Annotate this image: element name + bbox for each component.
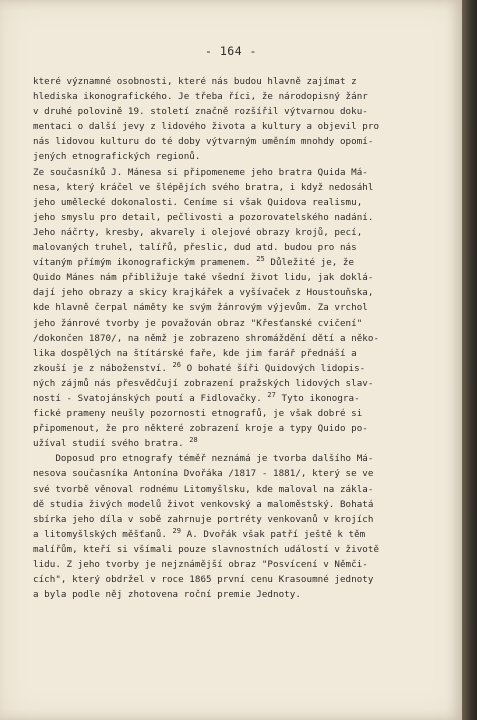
footnote-marker: 28: [189, 436, 198, 445]
text-segment: Důležité je, že: [264, 257, 355, 269]
text-line: [33, 361, 453, 376]
text-line: [33, 255, 453, 270]
text-segment: Tyto ikonogra-: [275, 392, 360, 404]
page-number: - 164 -: [205, 44, 257, 58]
text-line: dají jeho obrazy a skicy krajkářek a vyšívaček z Houstouňska,: [33, 287, 374, 299]
text-line: [33, 391, 453, 406]
text-line: jeho smyslu pro detail, pečlivosti a pozorovatelského nadání.: [33, 211, 374, 223]
text-line: lika dospělých na štítárské faře, kde jim farář přednáší a: [33, 347, 357, 359]
text-line: kde hlavně čerpal náměty ke svým žánrovým výjevům. Za vrchol: [33, 302, 368, 314]
text-line: Doposud pro etnografy téměř neznámá je tvorba dalšího Má-: [33, 453, 374, 465]
text-line: Ze současníků J. Mánesa si připomeneme jeho bratra Quida Má-: [33, 166, 368, 178]
text-line: nesova současníka Antonína Dvořáka /1817 - 1881/, který se ve: [33, 468, 374, 480]
text-line: fické prameny neušly pozornosti etnografů, je však dobré si: [33, 408, 363, 420]
text-line: cích", který obdržel v roce 1865 první cenu Krasoumné jednoty: [33, 574, 374, 586]
text-line: [33, 436, 453, 451]
page-edge: [462, 0, 477, 720]
text-line: sbírka jeho díla v sobě zahrnuje portréty venkovanů v krojích: [33, 513, 374, 525]
text-line: mentaci o další jevy z lidového života a kultury a objevil pro: [33, 121, 380, 133]
text-segment: užíval studií svého bratra.: [33, 438, 190, 450]
text-line: malovaných truhel, talířů, přeslic, dud atd. budou pro nás: [33, 242, 357, 254]
text-line: jeho umělecké dokonalosti. Ceníme si však Quidova realismu,: [33, 196, 363, 208]
text-line: jeho žánrové tvorby je považován obraz "Křesťanské cvičení": [33, 317, 363, 329]
footnote-marker: 25: [256, 255, 265, 264]
text-line: lidu. Z jeho tvorby je nejznámější obraz "Posvícení v Němči-: [33, 559, 368, 570]
text-line: malířům, kteří si všímali pouze slavnostních událostí v životě: [33, 543, 380, 555]
body-text: [33, 74, 453, 602]
text-line: Jeho náčrty, kresby, akvarely i olejové obrazy krojů, pecí,: [33, 226, 363, 238]
text-line: [33, 527, 453, 542]
text-line: dě studia živých modelů život venkovský a maloměstský. Bohatá: [33, 498, 374, 510]
text-segment: a litomyšlských měšťanů.: [33, 528, 173, 540]
text-line: a byla podle něj zhotovena roční premie Jednoty.: [33, 589, 301, 601]
footnote-marker: 29: [172, 526, 182, 535]
text-line: Quido Mánes nám přibližuje také všední život lidu, jak doklá-: [33, 272, 374, 284]
text-segment: O bohaté šíři Quidových lidopis-: [181, 362, 366, 374]
text-line: nás lidovou kulturu do té doby výtvarným uměním mnohdy opomí-: [33, 136, 374, 148]
text-segment: A. Dvořák však patří ještě k těm: [181, 528, 366, 540]
footnote-marker: 27: [267, 390, 276, 399]
text-segment: zkouší je z náboženství.: [33, 362, 173, 374]
text-line: své tvorbě věnoval rodnému Litomyšlsku, kde maloval na zákla-: [33, 483, 374, 495]
text-line: /dokončen 1870/, na němž je zobrazeno shromáždění dětí a něko-: [33, 332, 380, 344]
text-line: nesa, který kráčel ve šlépějích svého bratra, i když nedosáhl: [33, 181, 374, 193]
text-line: připomenout, že pro některé zobrazení kroje a typy Quido po-: [33, 423, 368, 435]
text-line: hlediska ikonografického. Je třeba říci, že národopisný žánr: [33, 91, 368, 103]
text-line: jených etnografických regionů.: [33, 151, 201, 163]
text-segment: ností - Svatojánských poutí a Fidlovačky.: [33, 392, 268, 404]
text-line: které významné osobnosti, které nás budou hlavně zajímat z: [33, 76, 357, 87]
text-segment: vítaným přímým ikonografickým pramenem.: [33, 257, 257, 269]
footnote-marker: 26: [172, 360, 182, 369]
text-line: v druhé polovině 19. století značně rozšířil výtvarnou doku-: [33, 106, 368, 118]
text-line: ných zájmů nás přesvědčují zobrazení pražských lidových slav-: [33, 377, 374, 389]
